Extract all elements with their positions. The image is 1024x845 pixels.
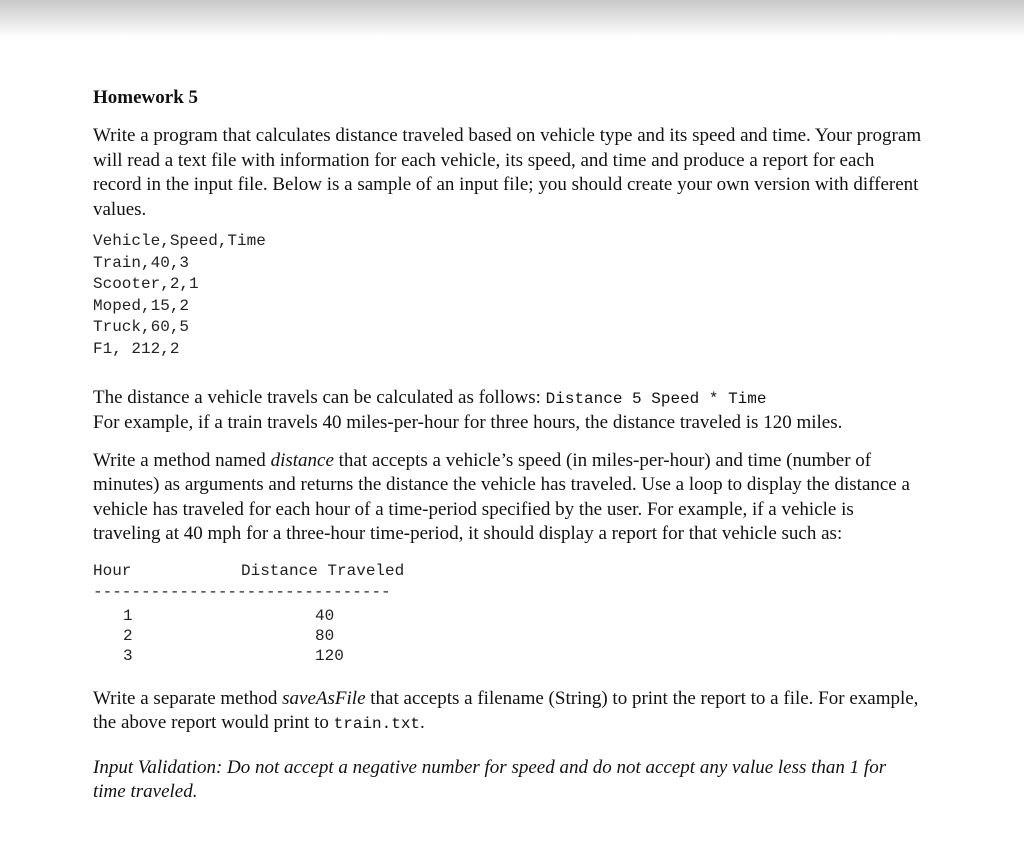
distance-method-paragraph: [93, 449, 923, 547]
save-text-after: .: [420, 712, 425, 734]
row-hour: 2: [123, 626, 133, 645]
method-text-after: that accepts a vehicle’s speed (in miles-per-hour) and time (number of minutes) as arguments and returns the distance the vehicle has traveled. Use a loop to display the distance a vehicle has traveled for each hour of a time-period specified by the user. For example, if a vehicle is traveling at 40 mph for a three-hour time-period, it should display a report for that vehicle such as:: [93, 449, 910, 545]
sample-line: Vehicle,Speed,Time: [93, 232, 266, 250]
homework-document: [93, 86, 923, 805]
report-header: [93, 561, 923, 581]
sample-input-file: [93, 231, 923, 361]
row-hour: 3: [123, 646, 133, 665]
header-hour: Hour: [93, 561, 132, 580]
sample-line: F1, 212,2: [93, 339, 180, 358]
sample-line: Moped,15,2: [93, 296, 190, 315]
row-hour: 1: [123, 606, 133, 625]
save-method-paragraph: [93, 687, 923, 737]
report-row: [93, 626, 923, 646]
sample-line: Scooter,2,1: [93, 275, 199, 294]
row-distance: 40: [315, 606, 335, 625]
window-top-shadow: [0, 0, 1024, 38]
report-row: [93, 646, 923, 666]
method-name-distance: distance: [270, 449, 334, 471]
report-divider: -------------------------------: [93, 582, 391, 601]
report-row: [93, 606, 923, 626]
save-text-before: Write a separate method: [93, 687, 283, 709]
method-text-before: Write a method named: [93, 449, 271, 471]
intro-paragraph: Write a program that calculates distance traveled based on vehicle type and its speed and time. Your program will read a text file with information for each vehicle, its speed, and time and produce a report for each record in the input file. Below is a sample of an input file; you should create your own version with different values.: [93, 125, 922, 220]
header-distance: Distance Traveled: [241, 561, 405, 580]
distance-report: [93, 561, 923, 666]
save-text-middle: that accepts a filename (String) to print the report to a file. For example, the above report would print to: [93, 687, 919, 734]
input-validation-paragraph: Input Validation: Do not accept a negative number for speed and do not accept any value less than 1 for time traveled.: [93, 756, 887, 803]
formula-paragraph: [93, 386, 923, 436]
row-distance: 80: [315, 626, 335, 645]
sample-line: Truck,60,5: [93, 318, 190, 337]
document-title: Homework 5: [93, 87, 199, 108]
report-filename: train.txt: [333, 715, 421, 734]
formula-example: For example, if a train travels 40 miles-per-hour for three hours, the distance traveled is 120 miles.: [93, 412, 843, 434]
sample-line: Train,40,3: [93, 253, 190, 272]
method-name-saveasfile: saveAsFile: [282, 687, 366, 709]
formula-code: Distance 5 Speed * Time: [545, 389, 767, 408]
formula-text: The distance a vehicle travels can be calculated as follows:: [93, 386, 541, 408]
row-distance: 120: [315, 646, 344, 665]
